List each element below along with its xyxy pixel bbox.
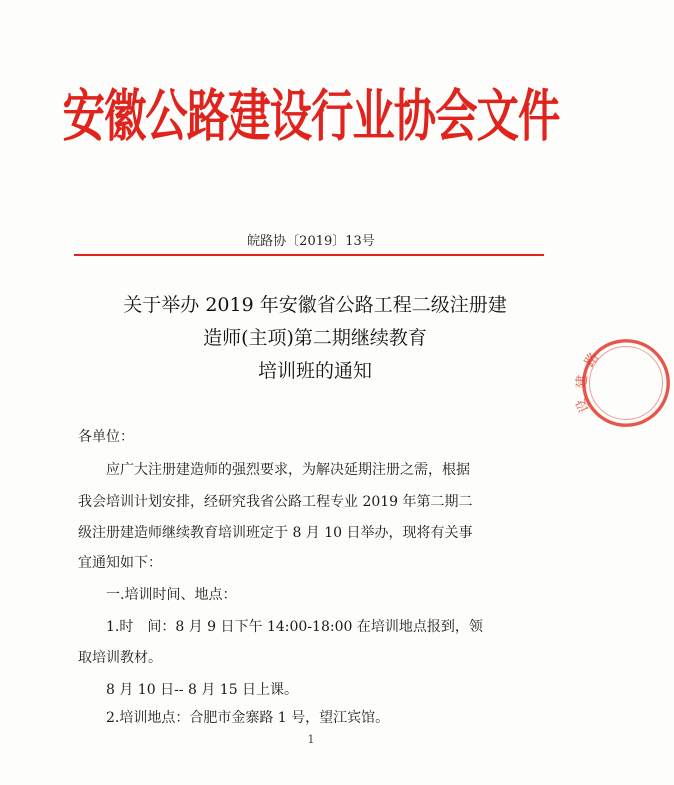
item-2: 2.培训地点：合肥市金寨路 1 号，望江宾馆。 [106,710,390,726]
paragraph-line-1: 应广大注册建造师的强烈要求，为解决延期注册之需，根据 [106,462,470,478]
masthead-title: 安徽公路建设行业协会文件 [62,82,560,149]
notice-title [60,289,570,388]
class-dates: 8 月 10 日-- 8 月 15 日上课。 [106,682,299,698]
title-line-2: 造师(主项)第二期继续教育 [203,327,427,349]
paragraph-line-3: 级注册建造师继续教育培训班定于 8 月 10 日举办，现将有关事 [78,525,473,541]
section-heading: 一.培训时间、地点： [106,587,237,603]
paragraph-line-2: 我会培训计划安排，经研究我省公路工程专业 2019 年第二期二 [78,494,473,510]
title-line-1: 关于举办 2019 年安徽省公路工程二级注册建 [123,294,507,316]
item-1-line-1: 1.时 间：8 月 9 日下午 14:00-18:00 在培训地点报到，领 [106,619,483,635]
page-number: 1 [307,733,315,746]
item-1-line-2: 取培训教材。 [78,650,162,666]
paragraph-line-4: 宜通知如下： [78,555,162,571]
seal-char-2: 建 [574,374,591,390]
salutation: 各单位： [78,429,134,445]
title-line-3: 培训班的通知 [257,360,372,382]
red-divider [74,254,544,256]
seal-char-1: 路 [582,350,603,370]
document-number: 皖路协〔2019〕13号 [247,234,375,249]
official-seal [573,335,674,431]
seal-char-3: 设 [573,395,594,415]
